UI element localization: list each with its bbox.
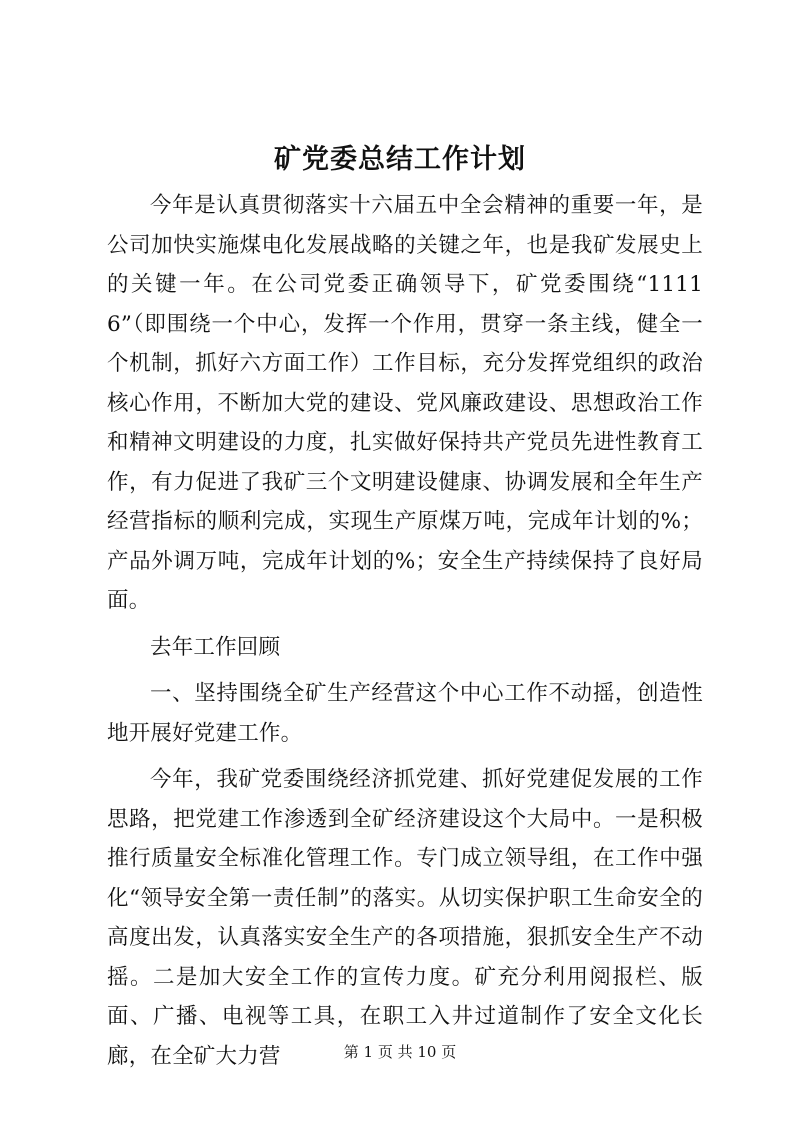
paragraph-point-one: 一、坚持围绕全矿生产经营这个中心工作不动摇，创造性地开展好党建工作。: [107, 681, 703, 746]
paragraph-section-heading: 去年工作回顾: [150, 634, 281, 660]
page-footer: 第 1 页 共 10 页: [343, 1043, 457, 1061]
paragraph-point-one-detail: 今年，我矿党委围绕经济抓党建、抓好党建促发展的工作思路，把党建工作渗透到全矿经济建设这个大局中。一是积极推行质量安全标准化管理工作。专门成立领导组，在工作中强化“领导安全第一责任制”的落实。从切实保护职工生命安全的高度出发，认真落实安全生产的各项措施，狠抓安全生产不动摇。二是加大安全工作的宣传力度。矿充分利用阅报栏、版面、广播、电视等工具，在职工入井过道制作了安全文化长廊，在全矿大力营: [107, 767, 703, 1069]
paragraph-intro: 今年是认真贯彻落实十六届五中全会精神的重要一年，是公司加快实施煤电化发展战略的关键之年，也是我矿发展史上的关键一年。在公司党委正确领导下，矿党委围绕“11116”（即围绕一个中心，发挥一个作用，贯穿一条主线，健全一个机制，抓好六方面工作）工作目标，充分发挥党组织的政治核心作用，不断加大党的建设、党风廉政建设、思想政治工作和精神文明建设的力度，扎实做好保持共产党员先进性教育工作，有力促进了我矿三个文明建设健康、协调发展和全年生产经营指标的顺利完成，实现生产原煤万吨，完成年计划的%；产品外调万吨，完成年计划的%；安全生产持续保持了良好局面。: [107, 193, 703, 613]
document-body: [107, 186, 703, 1083]
document-title: 矿党委总结工作计划: [274, 144, 526, 175]
